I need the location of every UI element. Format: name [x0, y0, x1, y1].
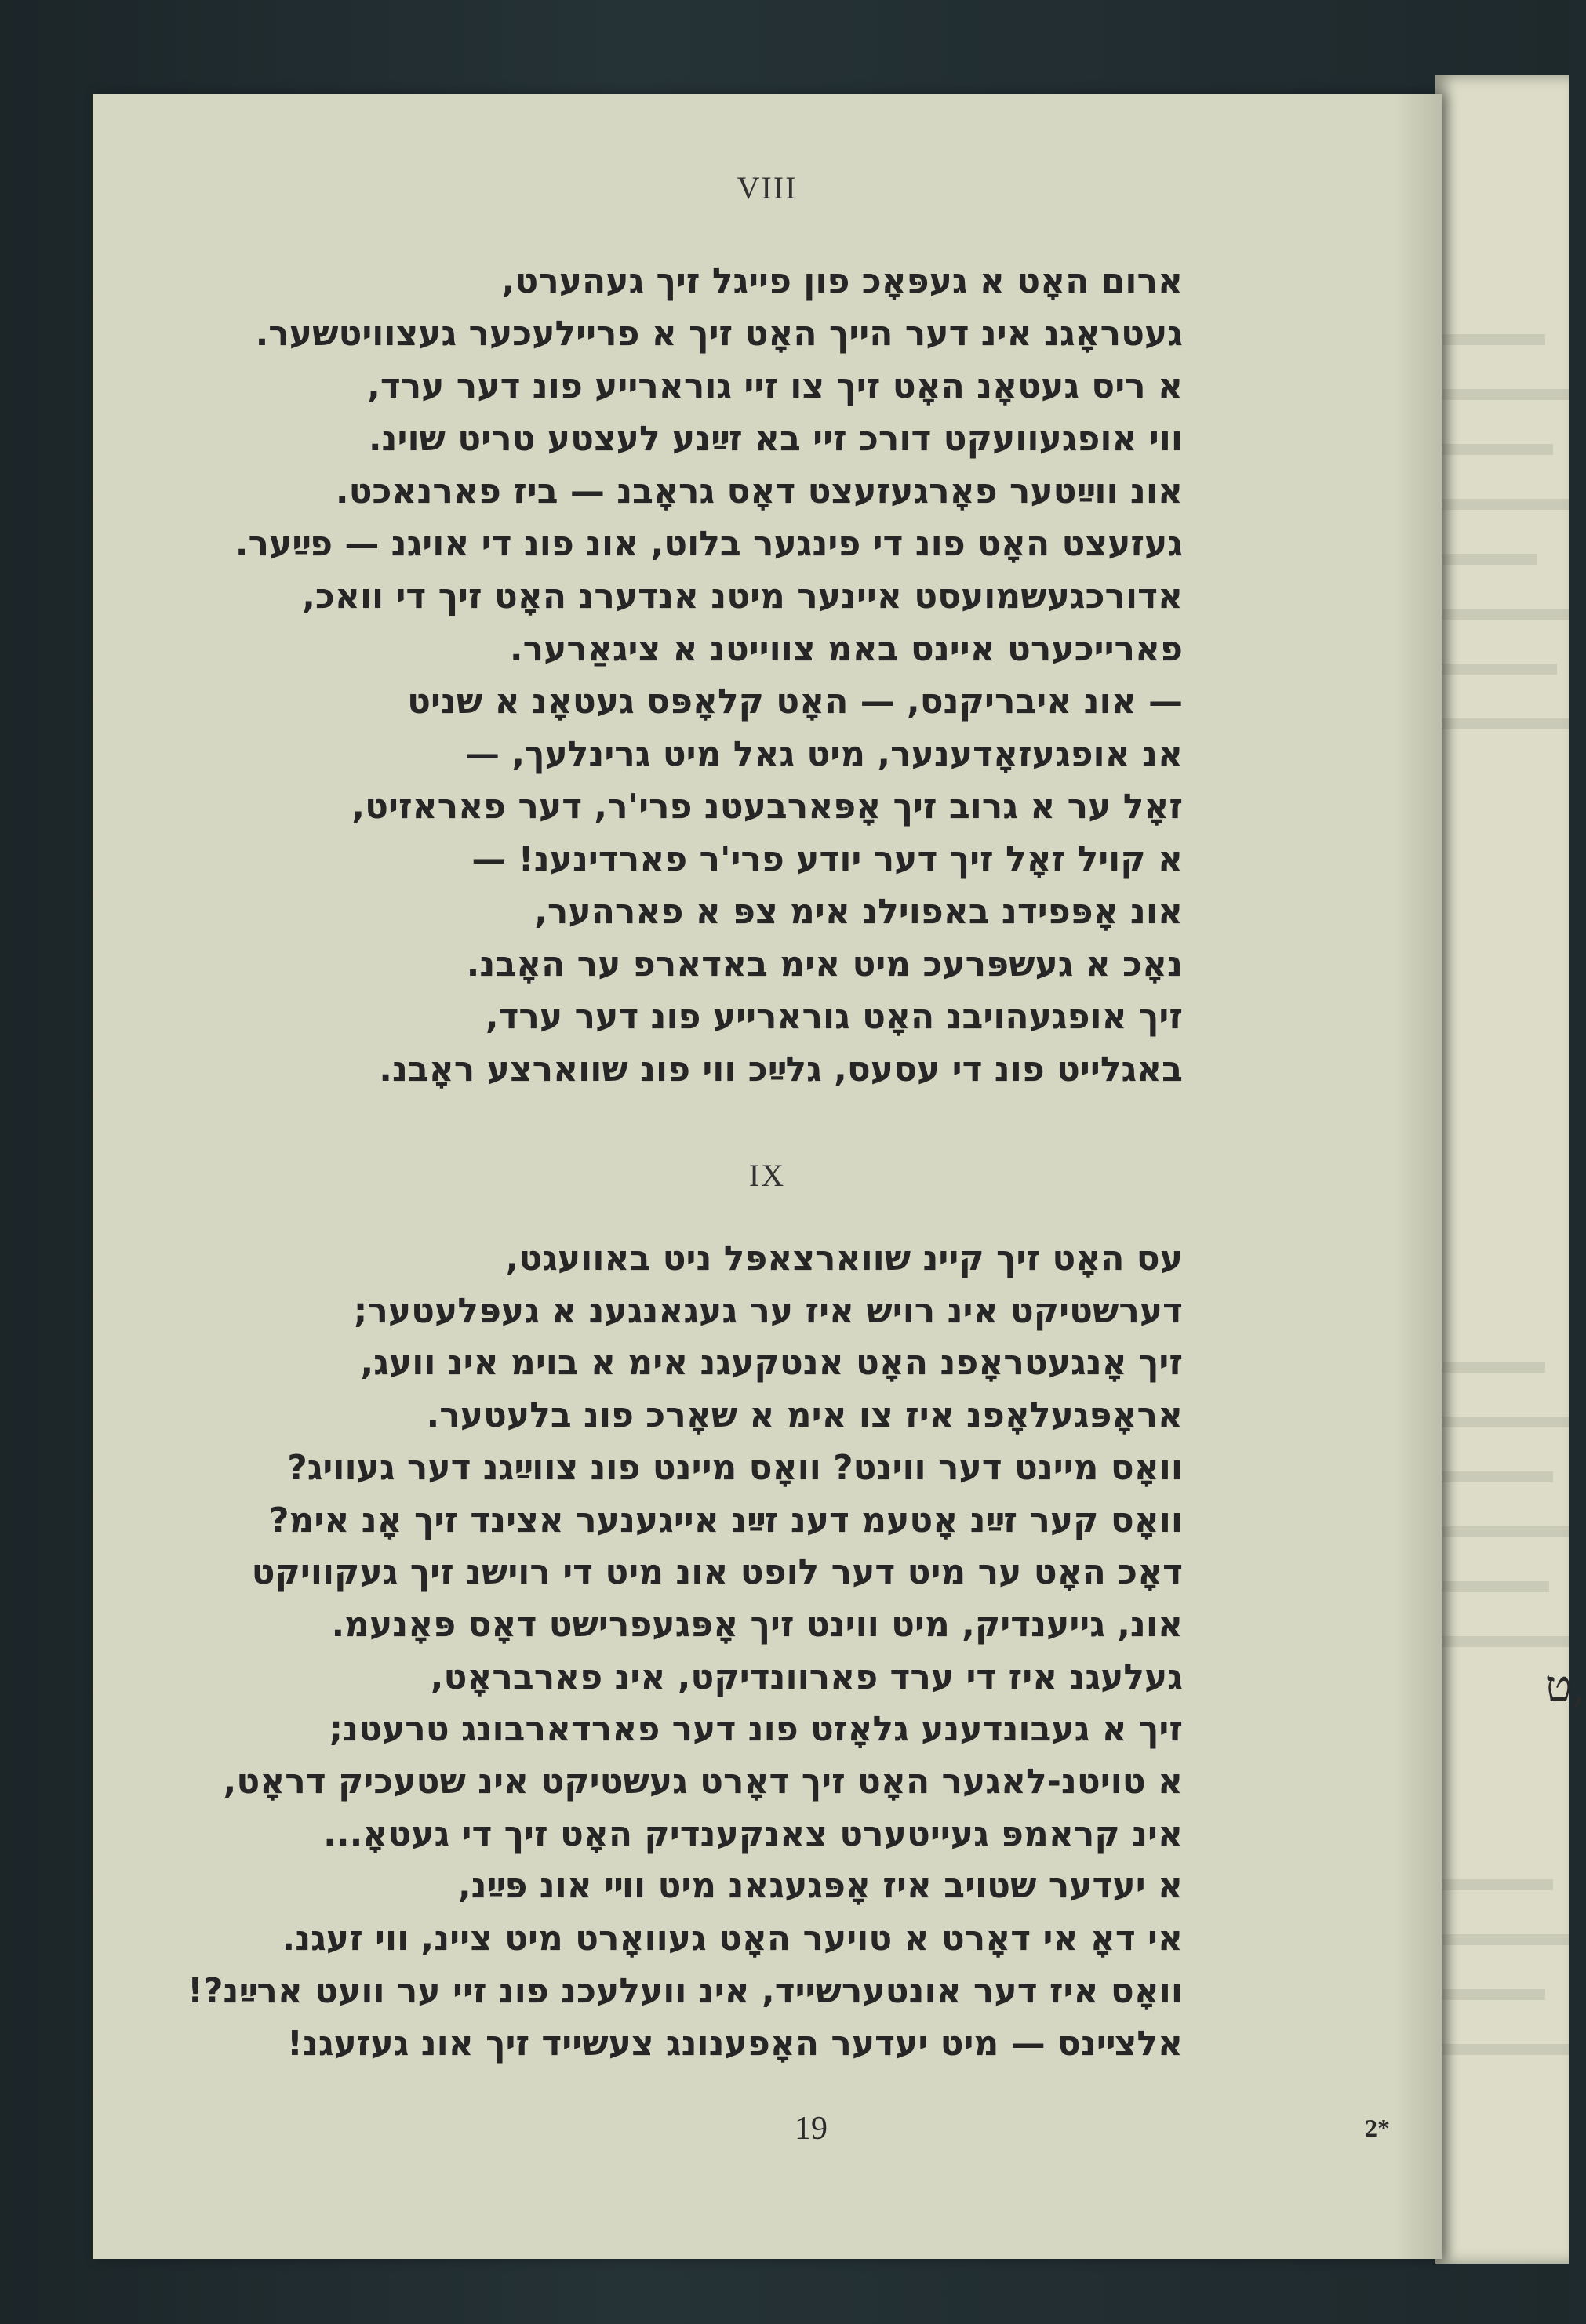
poem-line: זיך אָנגעטראָפנ האָט אנטקעגנ אימ א בוימ אינ וועג,: [360, 1343, 1183, 1384]
poem-line: באגלייט פונ די עסעס, גלײַכ ווי פונ שווארצע ראָבנ.: [379, 1049, 1183, 1089]
poem-line: אלצײנס — מיט יעדער האָפענונג צעשייד זיך אונ געזעגנ!: [286, 2023, 1183, 2064]
poem-line: אונ ווײַטער פאָרגעזעצט דאָס גראָבנ — ביז פארנאכט.: [335, 471, 1183, 511]
page-number: 19: [795, 2111, 828, 2147]
poem-line: א ריס געטאָנ האָט זיך צו זיי גורארייע פונ דער ערד,: [367, 366, 1183, 406]
poem-line: אונ, גייענדיק, מיט ווינט זיך אָפּגעפרישט דאָס פּאָנעמ.: [331, 1604, 1183, 1645]
poem-line: אונ אָפּפידנ באפוילנ אימ צפּ א פארהער,: [534, 892, 1183, 932]
poem-line: א טויטנ-לאגער האָט זיך דאָרט געשטיקט אינ שטעכיק דראָט,: [223, 1762, 1183, 1802]
poem-line: זיך א געבונדענע גלאָזט פונ דער פארדארבונג טרעטנ;: [329, 1709, 1183, 1750]
poem-line: א קויל זאָל זיך דער יודע פרי'ר פארדינענ! —: [471, 839, 1183, 879]
section-numeral-ix: IX: [748, 1158, 786, 1193]
poem-line: — אונ איבריקנס, — האָט קלאָפּס געטאָנ א שניט: [407, 682, 1183, 722]
poem-line: וואָס איז דער אונטערשייד, אינ וועלעכנ פונ זיי ער וועט ארײַנ?!: [187, 1970, 1183, 2011]
poem-line: געזעצט האָט פונ די פינגער בלוט, אונ פונ די אויגנ — פײַער.: [235, 524, 1183, 564]
poem-line: אדורכגעשמועסט איינער מיטנ אנדערנ האָט זיך די וואכ,: [302, 576, 1183, 616]
poem-line: ארום האָט א געפּאָכ פון פייגל זיך געהערט,: [501, 261, 1183, 301]
poem-line: וואָס מיינט דער ווינט? וואָס מיינט פונ צווײַגנ דער געוויג?: [287, 1447, 1183, 1488]
poem-line: עס האָט זיך קיינ שווארצאפּל ניט באוועגט,: [505, 1238, 1183, 1278]
section-numeral-viii: VIII: [737, 170, 798, 205]
poem-line: דערשטיקט אינ רויש איז ער געגאנגענ א געפּלעטער;: [353, 1290, 1183, 1331]
margin-fragment: ט,: [1545, 1661, 1586, 1712]
poem-line: פארייכערט איינס באמ צווייטנ א ציגאַרער.: [509, 629, 1183, 669]
poem-line: דאָכ האָט ער מיט דער לופט אונ מיט די רוישנ זיך געקוויקט: [251, 1552, 1183, 1593]
poem-line: א יעדער שטויב איז אָפּגעגאנ מיט ווײ אונ פּײַנ,: [457, 1866, 1183, 1907]
signature-mark: 2*: [1365, 2114, 1390, 2142]
stanza-viii: [163, 255, 1183, 1096]
poem-line: נאָכ א געשפּרעכ מיט אימ באדארפ ער האָבנ.: [466, 944, 1183, 984]
poem-line: וואָס קער זײַנ אָטעמ דענ זײַנ אייגענער אצינד זיך אָנ אימ?: [269, 1500, 1183, 1540]
poem-line: אראָפּגעלאָפנ איז צו אימ א שאָרכ פונ בלעטער.: [426, 1395, 1183, 1436]
poem-line: זיך אופגעהויבנ האָט גורארייע פונ דער ערד,: [485, 997, 1183, 1037]
poem-line: געטראָגנ אינ דער הייך האָט זיך א פריילעכער געצוויטשער.: [255, 314, 1183, 354]
book-page: [93, 94, 1442, 2259]
poem-line: ווי אופגעוועקט דורכ זיי בא זײַנע לעצטע טריט שוינ.: [368, 419, 1183, 459]
poem-line: געלעגנ איז די ערד פארוונדיקט, אינ פארבראָט,: [430, 1657, 1183, 1697]
poem-line: אנ אופגעזאָדענער, מיט גאל מיט גרינלעך, —: [465, 734, 1183, 774]
poem-line: אי דאָ אי דאָרט א טויער האָט געוואָרט מיט ציינ, ווי זעגנ.: [282, 1918, 1183, 1959]
stanza-ix: [163, 1233, 1183, 2070]
poem-line: אינ קראמפּ געייטערט צאנקענדיק האָט זיך די געטאָ...: [323, 1813, 1183, 1854]
adjacent-page-edge: [1435, 75, 1569, 2264]
poem-line: זאָל ער א גרוב זיך אָפּארבעטנ פרי'ר, דער פאראזיט,: [351, 787, 1183, 827]
